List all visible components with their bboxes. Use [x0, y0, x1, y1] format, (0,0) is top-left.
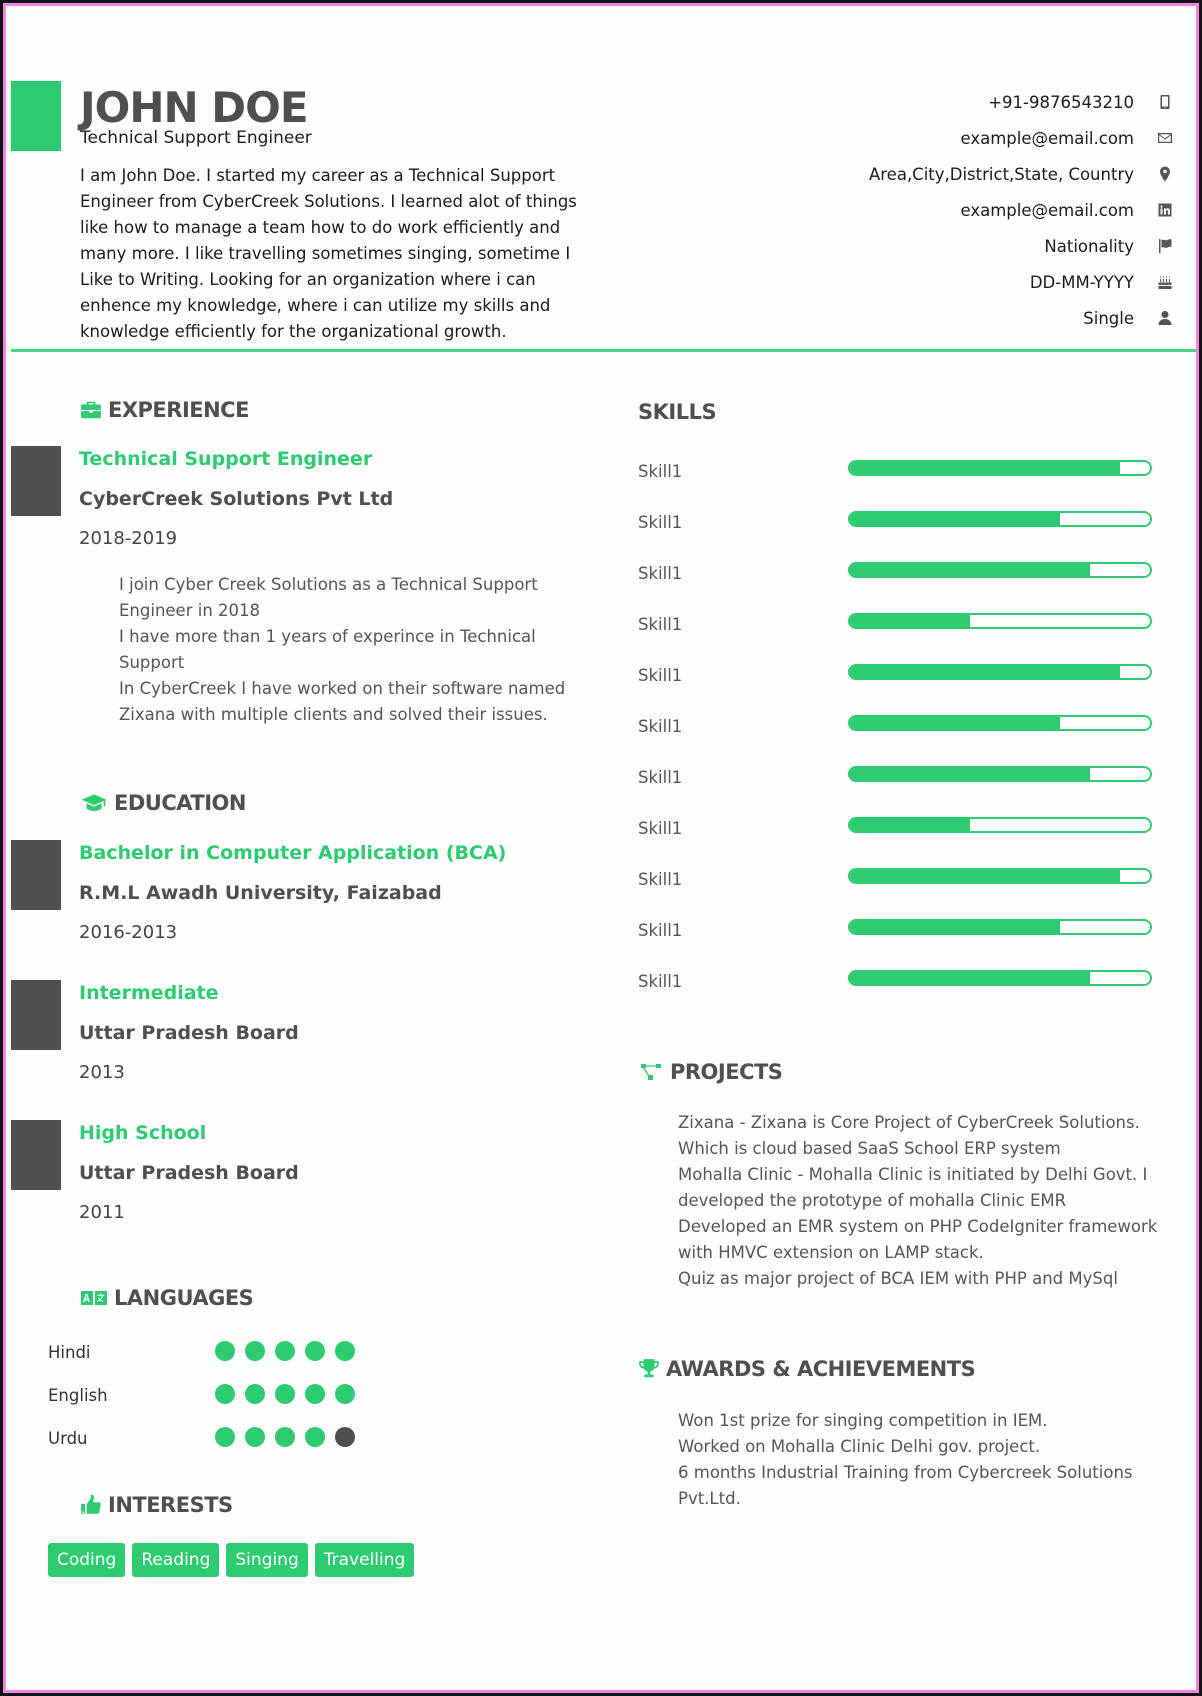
award-item: 6 months Industrial Training from Cybercreek Solutions Pvt.Ltd.: [678, 1463, 1133, 1508]
experience-heading: [80, 398, 249, 422]
education-years: 2016-2013: [79, 922, 178, 943]
skill-row: [638, 966, 1158, 1017]
entry-marker: [11, 980, 61, 1050]
job-title: Technical Support Engineer: [79, 448, 373, 470]
skill-bar: [848, 766, 1152, 782]
skill-bar: [848, 970, 1152, 986]
entry-marker: [11, 840, 61, 910]
trophy-icon: [638, 1358, 660, 1380]
skill-bar: [848, 817, 1152, 833]
contact-linkedin: [714, 192, 1174, 228]
skill-bar: [848, 511, 1152, 527]
skill-bar-fill: [850, 870, 1120, 882]
graduation-cap-icon: [80, 792, 108, 814]
skill-bar: [848, 613, 1152, 629]
rating-dot-filled: [335, 1384, 355, 1404]
interest-tag-travelling: Travelling: [315, 1543, 415, 1577]
user-icon: [1156, 309, 1174, 327]
project-item: Quiz as major project of BCA IEM with PHP and MySql: [678, 1269, 1118, 1288]
degree-title: High School: [79, 1122, 207, 1144]
rating-dot-filled: [335, 1341, 355, 1361]
education-years: 2011: [79, 1202, 125, 1223]
project-item: Mohalla Clinic - Mohalla Clinic is initiated by Delhi Govt. I developed the prototype of mohalla Clinic EMR: [678, 1165, 1148, 1210]
language-name: Urdu: [48, 1429, 88, 1448]
language-row-hindi: [48, 1339, 448, 1369]
skill-bar: [848, 460, 1152, 476]
skill-bar-fill: [850, 768, 1090, 780]
institution-name: R.M.L Awadh University, Faizabad: [79, 882, 442, 904]
skill-row: [638, 507, 1158, 558]
contact-email: [714, 120, 1174, 156]
skill-bar-fill: [850, 462, 1120, 474]
project-item: Zixana - Zixana is Core Project of CyberCreek Solutions. Which is cloud based SaaS School ERP system: [678, 1113, 1140, 1158]
contact-phone: [714, 84, 1174, 120]
skill-name: Skill1: [638, 615, 683, 634]
rating-dot-filled: [275, 1384, 295, 1404]
skill-name: Skill1: [638, 717, 683, 736]
skill-bar-fill: [850, 615, 970, 627]
skill-bar-fill: [850, 819, 970, 831]
job-description-line: In CyberCreek I have worked on their software named Zixana with multiple clients and solved their issues.: [119, 679, 566, 724]
job-description: [119, 572, 589, 728]
language-row-urdu: [48, 1425, 448, 1455]
interests-heading: [80, 1493, 233, 1517]
skill-bar-fill: [850, 513, 1060, 525]
awards-heading-text: AWARDS & ACHIEVEMENTS: [666, 1357, 976, 1381]
interest-tag-singing: Singing: [226, 1543, 307, 1577]
projects-heading-text: PROJECTS: [670, 1060, 783, 1084]
skill-name: Skill1: [638, 921, 683, 940]
entry-marker: [11, 446, 61, 516]
interest-tag-coding: Coding: [48, 1543, 125, 1577]
interest-tags: [48, 1543, 421, 1577]
project-diagram-icon: [638, 1061, 664, 1083]
linkedin-icon: [1156, 201, 1174, 219]
contact-linkedin-text: example@email.com: [960, 200, 1134, 220]
job-description-line: I join Cyber Creek Solutions as a Technical Support Engineer in 2018: [119, 575, 538, 620]
rating-dot-filled: [305, 1427, 325, 1447]
contact-dob: [714, 264, 1174, 300]
language-rating: [215, 1384, 365, 1404]
mobile-phone-icon: [1156, 93, 1174, 111]
rating-dot-filled: [215, 1384, 235, 1404]
envelope-icon: [1156, 129, 1174, 147]
education-entry: [11, 840, 601, 950]
skill-bar-fill: [850, 972, 1090, 984]
candidate-role: Technical Support Engineer: [80, 128, 312, 148]
skills-heading-text: SKILLS: [638, 400, 717, 424]
awards-heading: [638, 1357, 975, 1381]
rating-dot-filled: [305, 1384, 325, 1404]
skill-row: [638, 456, 1158, 507]
language-icon: [80, 1287, 108, 1309]
skill-name: Skill1: [638, 564, 683, 583]
language-name: Hindi: [48, 1343, 91, 1362]
thumbs-up-icon: [80, 1494, 102, 1516]
language-row-english: [48, 1382, 448, 1412]
skill-row: [638, 762, 1158, 813]
skill-name: Skill1: [638, 513, 683, 532]
rating-dot-filled: [215, 1341, 235, 1361]
job-description-line: I have more than 1 years of experince in Technical Support: [119, 627, 536, 672]
skill-row: [638, 558, 1158, 609]
birthday-cake-icon: [1156, 273, 1174, 291]
rating-dot-filled: [245, 1341, 265, 1361]
interest-tag-reading: Reading: [132, 1543, 219, 1577]
degree-title: Intermediate: [79, 982, 219, 1004]
award-item: Won 1st prize for singing competition in IEM.: [678, 1411, 1048, 1430]
skill-row: [638, 864, 1158, 915]
contact-phone-text: +91-9876543210: [988, 92, 1134, 112]
skill-name: Skill1: [638, 972, 683, 991]
rating-dot-filled: [275, 1341, 295, 1361]
institution-name: Uttar Pradesh Board: [79, 1162, 299, 1184]
experience-heading-text: EXPERIENCE: [108, 398, 249, 422]
contact-marital-status-text: Single: [1083, 308, 1134, 328]
contact-list: [714, 84, 1174, 336]
header-divider: [11, 349, 1196, 352]
rating-dot-filled: [245, 1384, 265, 1404]
resume-frame: [3, 3, 1199, 1693]
projects-list: [678, 1110, 1178, 1292]
language-rating: [215, 1341, 365, 1361]
contact-email-text: example@email.com: [960, 128, 1134, 148]
skill-name: Skill1: [638, 768, 683, 787]
awards-list: [678, 1408, 1158, 1512]
skill-name: Skill1: [638, 870, 683, 889]
skill-bar-fill: [850, 921, 1060, 933]
skill-row: [638, 660, 1158, 711]
skill-name: Skill1: [638, 666, 683, 685]
skill-bar: [848, 562, 1152, 578]
rating-dot-filled: [215, 1427, 235, 1447]
experience-entry: [11, 446, 601, 736]
education-entry: [11, 1120, 601, 1230]
project-item: Developed an EMR system on PHP CodeIgniter framework with HMVC extension on LAMP stack.: [678, 1217, 1158, 1262]
skill-row: [638, 711, 1158, 762]
education-heading-text: EDUCATION: [114, 791, 246, 815]
profile-summary: I am John Doe. I started my career as a Technical Support Engineer from CyberCreek Solutions. I learned alot of things like how to manage a team how to do work efficiently and many more. I like travelling sometimes singing, sometime I Like to Writing. Looking for an organization where i can enhence my knowledge, where i can utilize my skills and knowledge efficiently for the organizational growth.: [80, 166, 577, 341]
contact-address-text: Area,City,District,State, Country: [868, 164, 1134, 184]
briefcase-icon: [80, 399, 102, 421]
projects-heading: [638, 1060, 782, 1084]
skill-name: Skill1: [638, 819, 683, 838]
education-entry: [11, 980, 601, 1090]
candidate-name: JOHN DOE: [80, 83, 308, 132]
skill-row: [638, 813, 1158, 864]
skills-heading: [638, 400, 716, 424]
contact-address: [714, 156, 1174, 192]
skill-bar: [848, 715, 1152, 731]
company-name: CyberCreek Solutions Pvt Ltd: [79, 488, 394, 510]
skill-bar: [848, 868, 1152, 884]
language-name: English: [48, 1386, 108, 1405]
skill-row: [638, 609, 1158, 660]
skill-bar-fill: [850, 666, 1120, 678]
rating-dot-filled: [305, 1341, 325, 1361]
skill-bar: [848, 664, 1152, 680]
skill-bar-fill: [850, 564, 1090, 576]
rating-dot-filled: [275, 1427, 295, 1447]
skill-bar: [848, 919, 1152, 935]
skill-name: Skill1: [638, 462, 683, 481]
entry-marker: [11, 1120, 61, 1190]
job-years: 2018-2019: [79, 528, 178, 549]
contact-nationality-text: Nationality: [1044, 236, 1134, 256]
interests-heading-text: INTERESTS: [108, 1493, 233, 1517]
languages-heading: [80, 1286, 253, 1310]
resume-page: [6, 6, 1196, 1690]
languages-heading-text: LANGUAGES: [114, 1286, 254, 1310]
degree-title: Bachelor in Computer Application (BCA): [79, 842, 507, 864]
contact-marital-status: [714, 300, 1174, 336]
award-item: Worked on Mohalla Clinic Delhi gov. project.: [678, 1437, 1041, 1456]
contact-nationality: [714, 228, 1174, 264]
contact-dob-text: DD-MM-YYYY: [1029, 272, 1134, 292]
language-rating: [215, 1427, 365, 1447]
rating-dot-empty: [335, 1427, 355, 1447]
rating-dot-filled: [245, 1427, 265, 1447]
skills-list: [638, 456, 1158, 1017]
skill-bar-fill: [850, 717, 1060, 729]
education-years: 2013: [79, 1062, 125, 1083]
header-accent-block: [11, 81, 61, 151]
skill-row: [638, 915, 1158, 966]
education-heading: [80, 791, 246, 815]
map-marker-icon: [1156, 165, 1174, 183]
flag-icon: [1156, 237, 1174, 255]
institution-name: Uttar Pradesh Board: [79, 1022, 299, 1044]
